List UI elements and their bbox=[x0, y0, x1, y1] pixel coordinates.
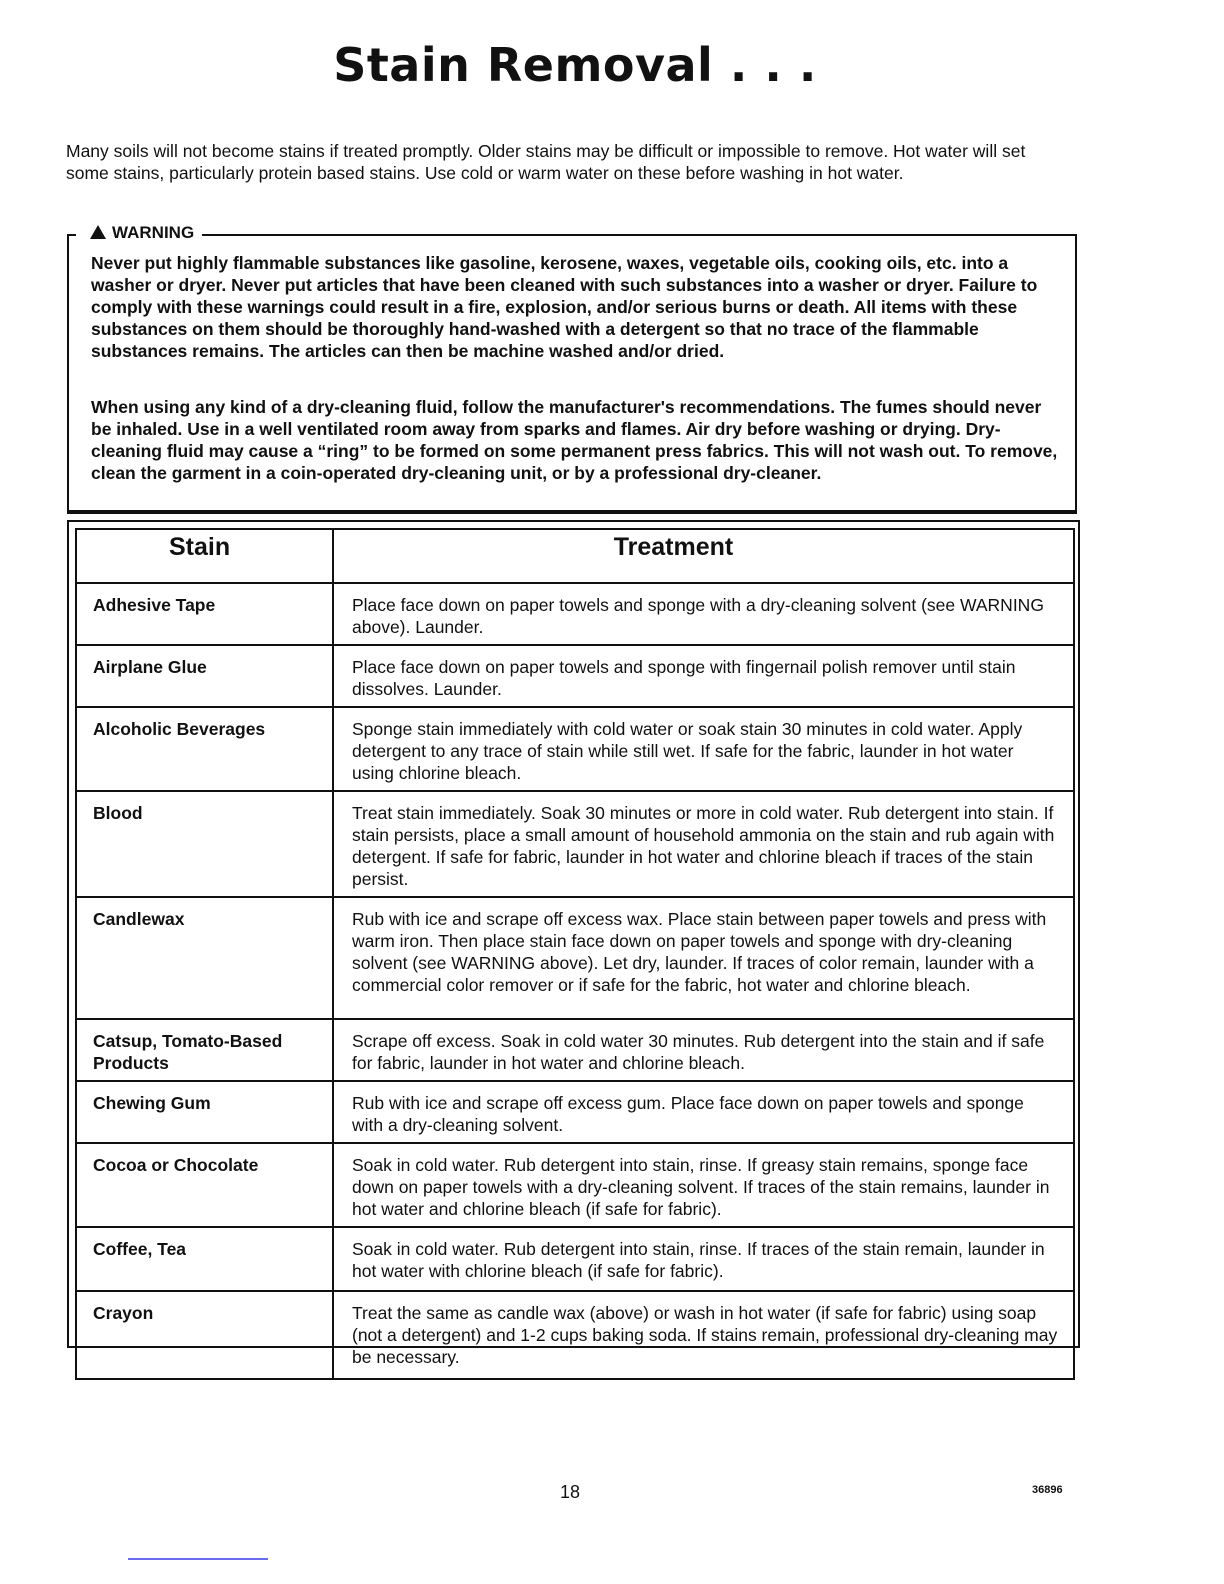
stain-name: Blood bbox=[76, 791, 333, 897]
intro-paragraph: Many soils will not become stains if treated promptly. Older stains may be difficult or impossible to remove. Hot water will set some stains, particularly protein based stains. Use cold or warm water on these before washing in hot water. bbox=[66, 141, 1026, 183]
table-row bbox=[76, 791, 1074, 897]
table-row bbox=[76, 1291, 1074, 1379]
stain-treatment: Treat the same as candle wax (above) or wash in hot water (if safe for fabric) using soap (not a detergent) and 1-2 cups baking soda. If stains remain, professional dry-cleaning may be necessary. bbox=[333, 1291, 1074, 1379]
footer-rule bbox=[128, 1558, 268, 1560]
table-row bbox=[76, 897, 1074, 1019]
stain-name: Adhesive Tape bbox=[76, 583, 333, 645]
stain-treatment: Place face down on paper towels and sponge with fingernail polish remover until stain dissolves. Launder. bbox=[333, 645, 1074, 707]
table-row bbox=[76, 1081, 1074, 1143]
stain-treatment: Sponge stain immediately with cold water or soak stain 30 minutes in cold water. Apply detergent to any trace of stain while still wet. If safe for the fabric, launder in hot water using chlorine bleach. bbox=[333, 707, 1074, 791]
stain-name: Chewing Gum bbox=[76, 1081, 333, 1143]
table-row bbox=[76, 645, 1074, 707]
table-row bbox=[76, 1019, 1074, 1081]
stain-treatment: Soak in cold water. Rub detergent into stain, rinse. If greasy stain remains, sponge face down on paper towels with a dry-cleaning solvent. If traces of the stain remains, launder in hot water and chlorine bleach (if safe for fabric). bbox=[333, 1143, 1074, 1227]
warning-triangle-icon bbox=[90, 225, 106, 239]
stain-treatment: Treat stain immediately. Soak 30 minutes or more in cold water. Rub detergent into stain. If stain persists, place a small amount of household ammonia on the stain and rub again with detergent. If safe for fabric, launder in hot water and chlorine bleach if traces of the stain persist. bbox=[333, 791, 1074, 897]
stain-name: Cocoa or Chocolate bbox=[76, 1143, 333, 1227]
header-treatment: Treatment bbox=[333, 529, 1074, 583]
stain-name: Candlewax bbox=[76, 897, 333, 1019]
stain-name: Catsup, Tomato-Based Products bbox=[76, 1019, 333, 1081]
table-row bbox=[76, 583, 1074, 645]
table-row bbox=[76, 1227, 1074, 1291]
stain-treatment: Scrape off excess. Soak in cold water 30 minutes. Rub detergent into the stain and if safe for fabric, launder in hot water and chlorine bleach. bbox=[333, 1019, 1074, 1081]
stain-treatment: Place face down on paper towels and sponge with a dry-cleaning solvent (see WARNING above). Launder. bbox=[333, 583, 1074, 645]
stain-name: Airplane Glue bbox=[76, 645, 333, 707]
table-header-row bbox=[76, 529, 1074, 583]
document-code: 36896 bbox=[1032, 1484, 1063, 1496]
stain-name: Alcoholic Beverages bbox=[76, 707, 333, 791]
page-number: 18 bbox=[560, 1482, 581, 1502]
warning-paragraph-1: Never put highly flammable substances like gasoline, kerosene, waxes, vegetable oils, cooking oils, etc. into a washer or dryer. Never put articles that have been cleaned with such substances into a washer or dryer. Failure to comply with these warnings could result in a fire, explosion, and/or serious burns or death. All items with these substances on them should be thoroughly hand-washed with a detergent so that no trace of the flammable substances remains. The articles can then be machine washed and/or dried. bbox=[91, 253, 1038, 361]
warning-paragraph-2: When using any kind of a dry-cleaning fluid, follow the manufacturer's recommendations. The fumes should never be inhaled. Use in a well ventilated room away from sparks and flames. Air dry before washing or drying. Dry-cleaning fluid may cause a “ring” to be formed on some permanent press fabrics. This will not wash out. To remove, clean the garment in a coin-operated dry-cleaning unit, or by a professional dry-cleaner. bbox=[91, 397, 1058, 483]
warning-label: WARNING bbox=[112, 223, 195, 242]
stain-treatment: Soak in cold water. Rub detergent into stain, rinse. If traces of the stain remain, launder in hot water with chlorine bleach (if safe for fabric). bbox=[333, 1227, 1074, 1291]
stain-treatment: Rub with ice and scrape off excess wax. Place stain between paper towels and press with warm iron. Then place stain face down on paper towels and sponge with dry-cleaning solvent (see WARNING above). Let dry, launder. If traces of color remain, launder with a commercial color remover or if safe for the fabric, hot water and chlorine bleach. bbox=[333, 897, 1074, 1019]
page-title: Stain Removal . . . bbox=[333, 38, 817, 92]
warning-heading bbox=[76, 222, 202, 244]
stain-treatment-table bbox=[75, 528, 1075, 1380]
stain-name: Crayon bbox=[76, 1291, 333, 1379]
stain-name: Coffee, Tea bbox=[76, 1227, 333, 1291]
table-row bbox=[76, 1143, 1074, 1227]
stain-treatment: Rub with ice and scrape off excess gum. Place face down on paper towels and sponge with a dry-cleaning solvent. bbox=[333, 1081, 1074, 1143]
header-stain: Stain bbox=[76, 529, 333, 583]
table-row bbox=[76, 707, 1074, 791]
